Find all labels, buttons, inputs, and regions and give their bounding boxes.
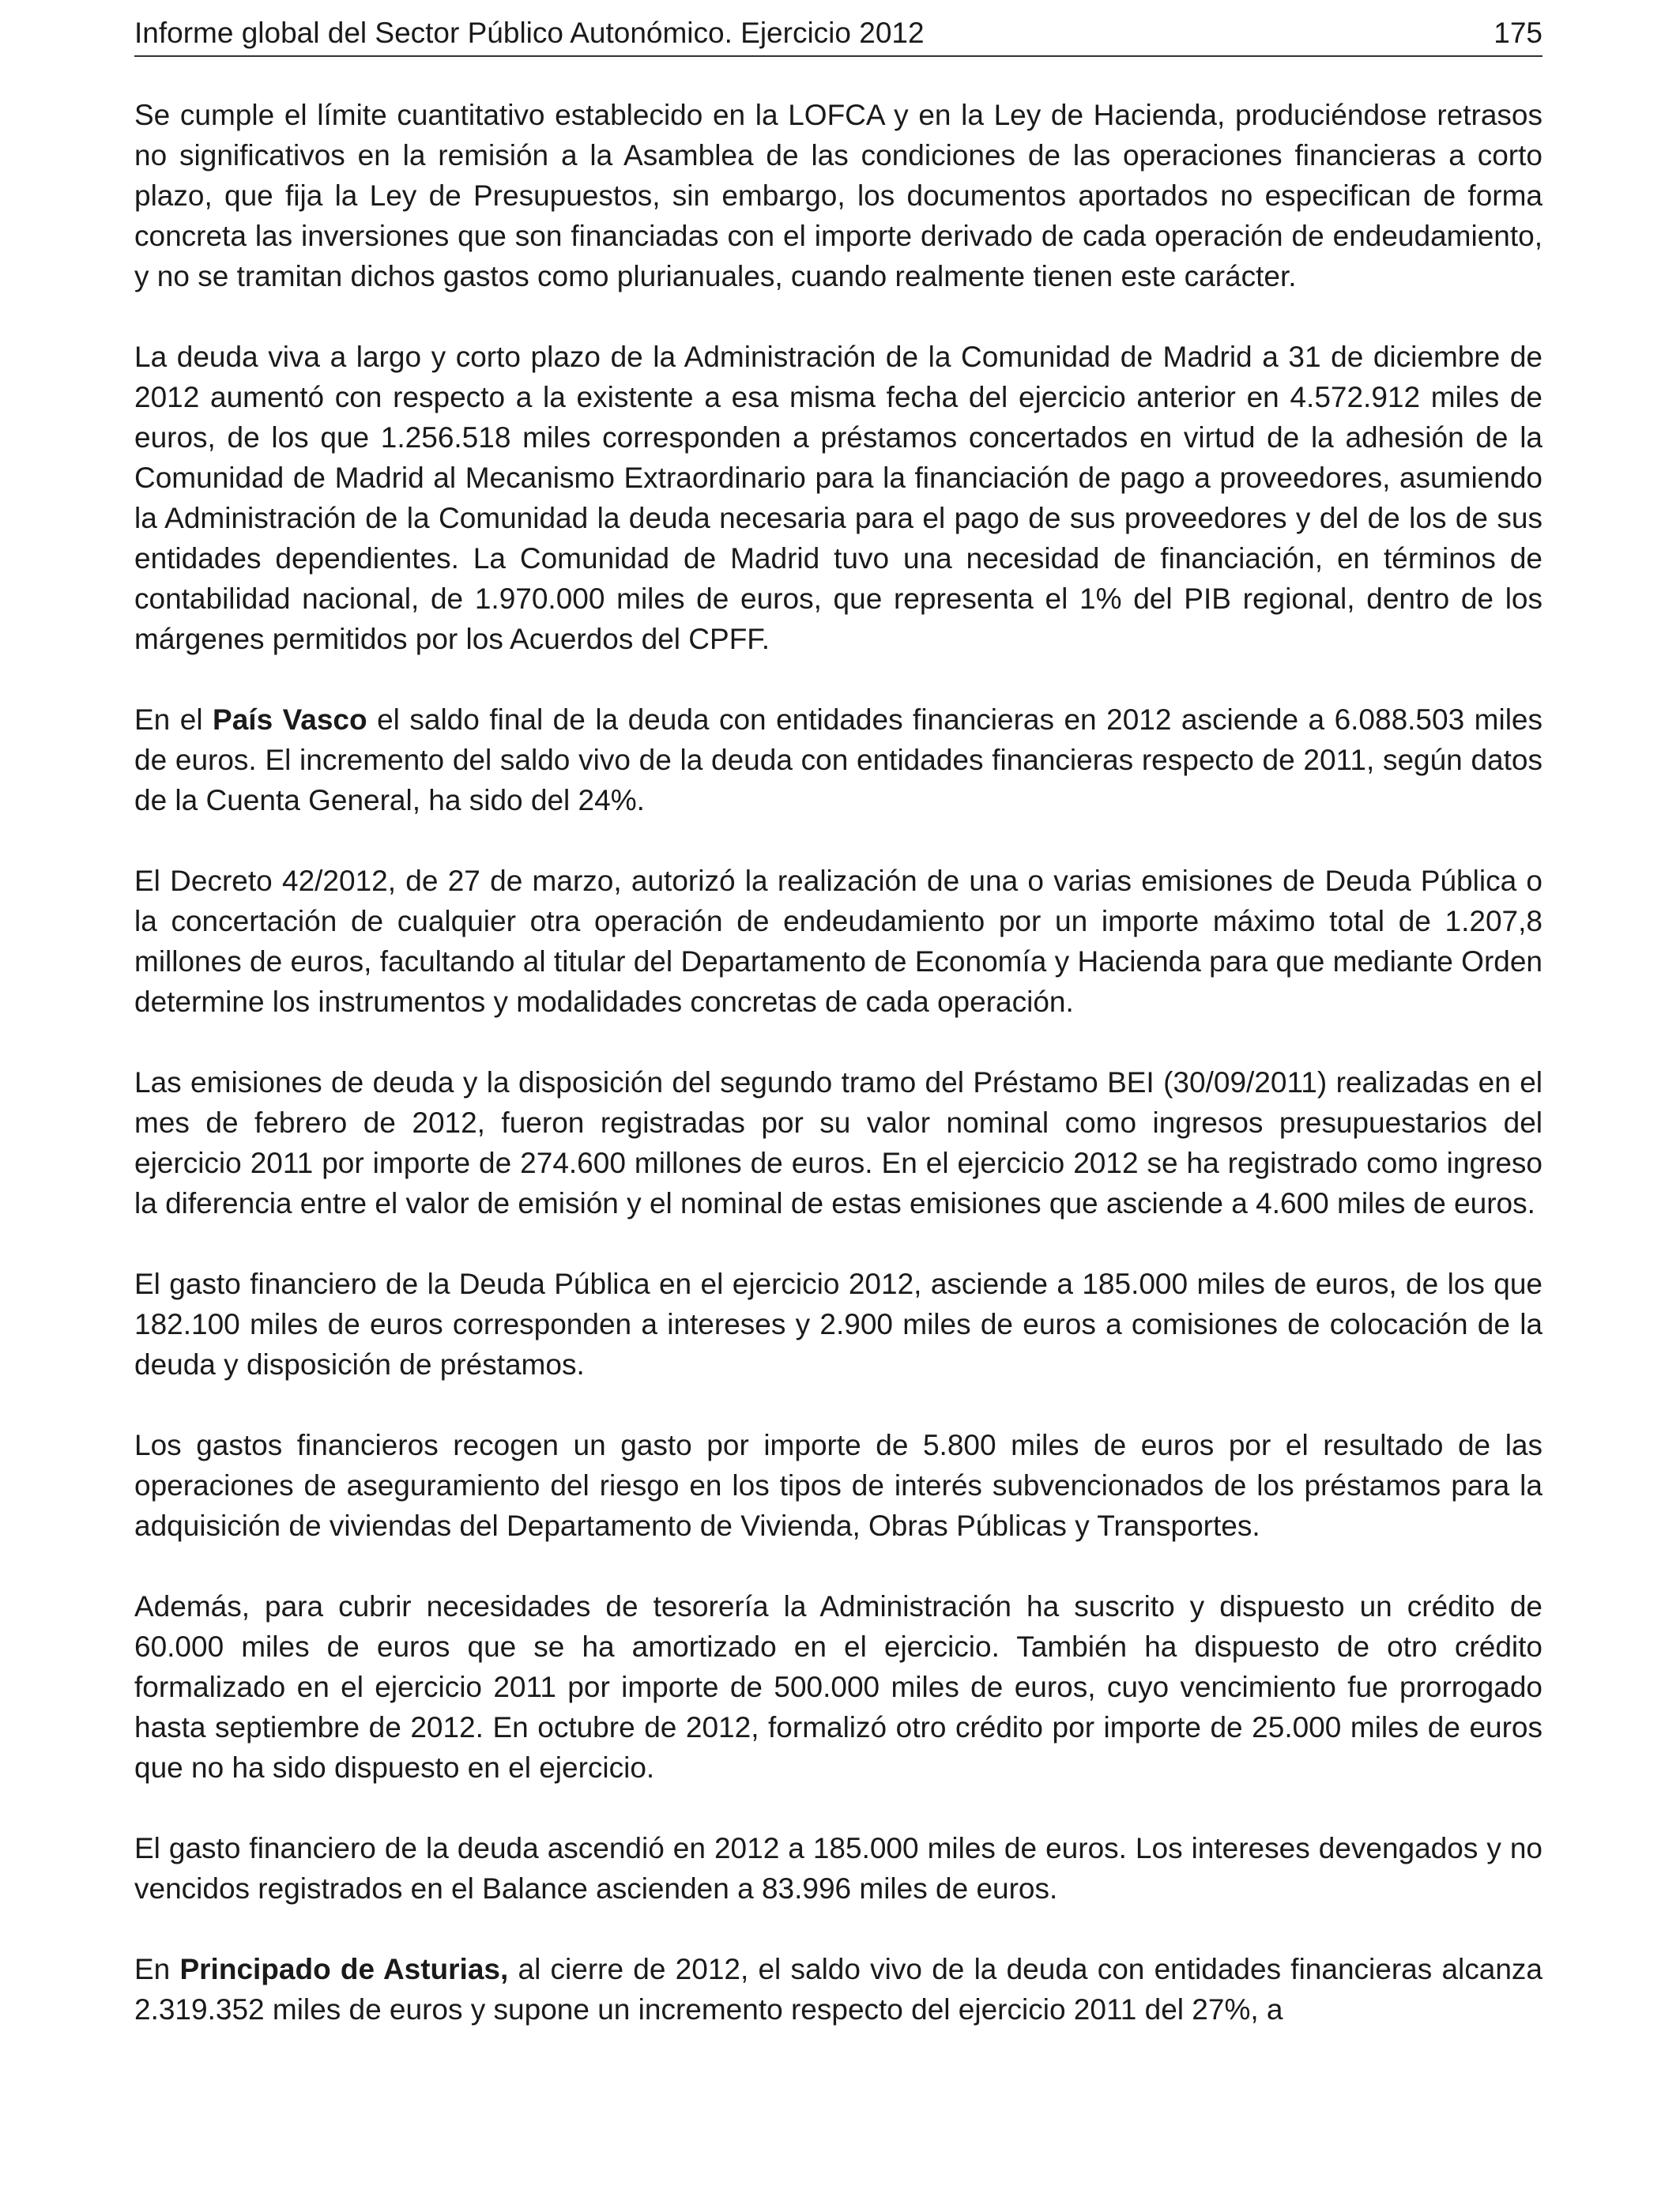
region-name-asturias: Principado de Asturias,	[179, 1953, 509, 1985]
document-body	[134, 95, 1543, 2070]
paragraph-lofca-limit: Se cumple el límite cuantitativo establecido en la LOFCA y en la Ley de Hacienda, produciéndose retrasos no significativos en la remisión a la Asamblea de las condiciones de las operaciones financieras a corto plazo, que fija la Ley de Presupuestos, sin embargo, los documentos aportados no especifican de forma concreta las inversiones que son financiadas con el importe derivado de cada operación de endeudamiento, y no se tramitan dichos gastos como plurianuales, cuando realmente tienen este carácter.	[134, 99, 1543, 292]
paragraph-tesoreria: Además, para cubrir necesidades de tesorería la Administración ha suscrito y dispuesto un crédito de 60.000 miles de euros que se ha amortizado en el ejercicio. También ha dispuesto de otro crédito formalizado en el ejercicio 2011 por importe de 500.000 miles de euros, cuyo vencimiento fue prorrogado hasta septiembre de 2012. En octubre de 2012, formalizó otro crédito por importe de 25.000 miles de euros que no ha sido dispuesto en el ejercicio.	[134, 1590, 1543, 1784]
paragraph-emisiones: Las emisiones de deuda y la disposición del segundo tramo del Préstamo BEI (30/09/2011) realizadas en el mes de febrero de 2012, fueron registradas por su valor nominal como ingresos presupuestarios del ejercicio 2011 por importe de 274.600 millones de euros. En el ejercicio 2012 se ha registrado como ingreso la diferencia entre el valor de emisión y el nominal de estas emisiones que asciende a 4.600 miles de euros.	[134, 1066, 1543, 1220]
paragraph-rest: el saldo final de la deuda con entidades financieras en 2012 asciende a 6.088.503 miles de euros. El incremento del saldo vivo de la deuda con entidades financieras respecto de 2011, según datos de la Cuenta General, ha sido del 24%.	[134, 703, 1543, 816]
paragraph-aseguramiento: Los gastos financieros recogen un gasto por importe de 5.800 miles de euros por el resultado de las operaciones de aseguramiento del riesgo en los tipos de interés subvencionados de los préstamos para la adquisición de viviendas del Departamento de Vivienda, Obras Públicas y Transportes.	[134, 1429, 1543, 1542]
paragraph-asturias	[134, 1949, 1543, 2030]
paragraph-pais-vasco	[134, 699, 1543, 820]
paragraph-prefix: En el	[134, 703, 213, 736]
region-name-pais-vasco: País Vasco	[213, 703, 367, 736]
paragraph-madrid-debt: La deuda viva a largo y corto plazo de la Administración de la Comunidad de Madrid a 31 de diciembre de 2012 aumentó con respecto a la existente a esa misma fecha del ejercicio anterior en 4.572.912 miles de euros, de los que 1.256.518 miles corresponden a préstamos concertados en virtud de la adhesión de la Comunidad de Madrid al Mecanismo Extraordinario para la financiación de pago a proveedores, asumiendo la Administración de la Comunidad la deuda necesaria para el pago de sus proveedores y del de los de sus entidades dependientes. La Comunidad de Madrid tuvo una necesidad de financiación, en términos de contabilidad nacional, de 1.970.000 miles de euros, que representa el 1% del PIB regional, dentro de los márgenes permitidos por los Acuerdos del CPFF.	[134, 341, 1543, 655]
running-title: Informe global del Sector Público Autonómico. Ejercicio 2012	[134, 17, 925, 49]
page-header	[134, 14, 1543, 57]
paragraph-intereses: El gasto financiero de la deuda ascendió en 2012 a 185.000 miles de euros. Los intereses devengados y no vencidos registrados en el Balance ascienden a 83.996 miles de euros.	[134, 1832, 1543, 1905]
paragraph-gasto-financiero: El gasto financiero de la Deuda Pública en el ejercicio 2012, asciende a 185.000 miles de euros, de los que 182.100 miles de euros corresponden a intereses y 2.900 miles de euros a comisiones de colocación de la deuda y disposición de préstamos.	[134, 1268, 1543, 1381]
paragraph-rest: al cierre de 2012, el saldo vivo de la deuda con entidades financieras alcanza 2.319.352 miles de euros y supone un incremento respecto del ejercicio 2011 del 27%, a	[134, 1953, 1543, 2026]
paragraph-decreto: El Decreto 42/2012, de 27 de marzo, autorizó la realización de una o varias emisiones de Deuda Pública o la concertación de cualquier otra operación de endeudamiento por un importe máximo total de 1.207,8 millones de euros, facultando al titular del Departamento de Economía y Hacienda para que mediante Orden determine los instrumentos y modalidades concretas de cada operación.	[134, 865, 1543, 1018]
page-number: 175	[1494, 17, 1543, 49]
paragraph-prefix: En	[134, 1953, 180, 1985]
